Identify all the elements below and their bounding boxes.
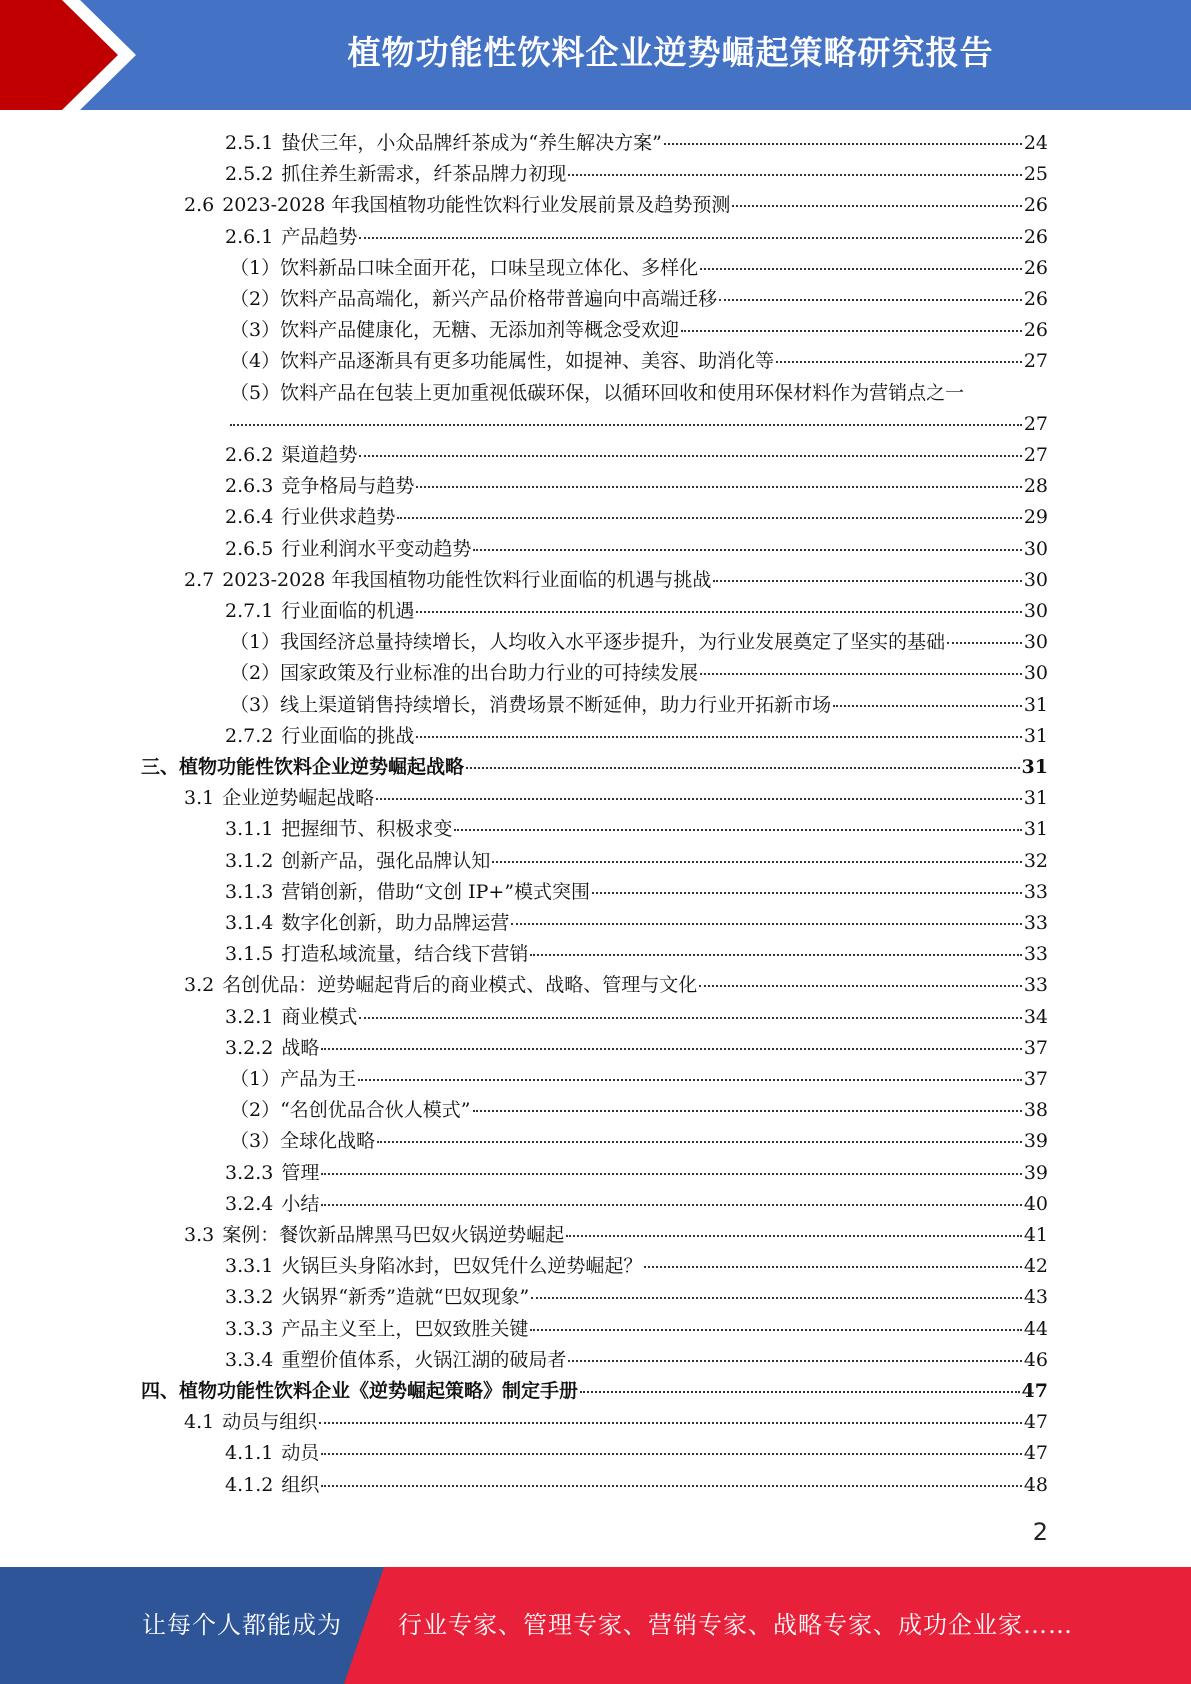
toc-entry-title: 行业利润水平变动趋势 xyxy=(281,537,472,560)
toc-entry[interactable] xyxy=(230,1095,1048,1125)
toc-dot-leader xyxy=(397,517,1021,519)
toc-entry-page: 29 xyxy=(1023,506,1048,529)
toc-entry-title: （4）饮料产品逐渐具有更多功能属性，如提神、美容、助消化等 xyxy=(230,350,775,373)
toc-entry-number: 3.2 xyxy=(184,974,215,997)
toc-dot-leader xyxy=(321,1048,1021,1050)
toc-entry-page: 25 xyxy=(1023,163,1048,186)
toc-dot-leader xyxy=(700,268,1022,270)
toc-entry-title: 2023-2028 年我国植物功能性饮料行业面临的机遇与挑战 xyxy=(222,568,712,591)
toc-dot-leader xyxy=(321,1204,1021,1206)
toc-entry[interactable] xyxy=(230,1064,1048,1094)
toc-entry-page: 34 xyxy=(1023,1005,1048,1028)
toc-entry-title: 重塑价值体系，火锅江湖的破局者 xyxy=(281,1348,567,1371)
toc-dot-leader xyxy=(359,1017,1021,1019)
toc-entry[interactable] xyxy=(184,1220,1048,1250)
toc-dot-leader xyxy=(321,1453,1021,1455)
toc-entry-number: 3.3.1 xyxy=(225,1255,274,1278)
toc-entry[interactable] xyxy=(225,1282,1048,1312)
toc-entry-title: 渠道趋势 xyxy=(281,444,358,466)
toc-entry-page: 38 xyxy=(1023,1099,1048,1122)
toc-entry-title: 管理 xyxy=(281,1161,320,1184)
toc-entry-number: 3.1.1 xyxy=(225,818,274,841)
toc-entry-number: 3.2.2 xyxy=(225,1036,274,1059)
toc-entry-page: 37 xyxy=(1023,1036,1048,1059)
toc-entry-title: （2）国家政策及行业标准的出台助力行业的可持续发展 xyxy=(230,662,699,685)
toc-entry-number: 3.3.3 xyxy=(225,1317,274,1340)
toc-entry-page: 30 xyxy=(1023,600,1048,622)
toc-dot-leader xyxy=(230,424,1022,426)
toc-dot-leader xyxy=(833,705,1022,707)
toc-entry[interactable] xyxy=(184,1407,1048,1437)
page-footer xyxy=(0,1567,1191,1684)
toc-entry[interactable] xyxy=(225,721,1048,751)
footer-slogan-right: 行业专家、管理专家、营销专家、战略专家、成功企业家…… xyxy=(398,1611,1073,1639)
toc-dot-leader xyxy=(321,1173,1021,1175)
toc-entry-title: 组织 xyxy=(281,1473,320,1496)
toc-entry-number: 3.2.4 xyxy=(225,1192,274,1215)
toc-dot-leader xyxy=(592,892,1022,894)
toc-entry-page: 33 xyxy=(1023,880,1048,903)
toc-entry-title: （3）饮料产品健康化，无糖、无添加剂等概念受欢迎 xyxy=(230,319,680,342)
toc-entry[interactable] xyxy=(225,502,1048,532)
toc-entry-title: 行业面临的挑战 xyxy=(281,724,415,747)
toc-dot-leader xyxy=(358,1079,1022,1081)
toc-entry-number: 2.6.1 xyxy=(225,225,274,248)
toc-entry[interactable] xyxy=(141,1376,1048,1406)
toc-entry-page: 32 xyxy=(1023,849,1048,872)
toc-dot-leader xyxy=(530,1329,1021,1331)
toc-dot-leader xyxy=(530,954,1021,956)
toc-entry-title: 产品主义至上，巴奴致胜关键 xyxy=(281,1317,529,1340)
toc-entry[interactable] xyxy=(225,1438,1048,1468)
toc-entry-number: 2.6 xyxy=(184,194,215,217)
toc-entry-title: 动员 xyxy=(281,1442,320,1465)
toc-entry-page: 27 xyxy=(1023,444,1048,466)
toc-entry[interactable] xyxy=(230,690,1048,720)
toc-entry-number: 2.6.4 xyxy=(225,506,274,529)
toc-entry-title: 蛰伏三年，小众品牌纤茶成为“养生解决方案” xyxy=(281,132,662,154)
toc-entry[interactable] xyxy=(225,1251,1048,1281)
toc-entry[interactable] xyxy=(230,284,1048,314)
toc-entry-page: 31 xyxy=(1023,693,1048,716)
toc-entry-number: 3.3 xyxy=(184,1224,215,1246)
toc-dot-leader xyxy=(416,486,1021,488)
toc-dot-leader xyxy=(713,580,1021,582)
toc-entry-page: 40 xyxy=(1023,1192,1048,1215)
toc-entry-page: 27 xyxy=(1023,412,1048,435)
page-header xyxy=(0,0,1191,110)
toc-entry-number: 3.2.3 xyxy=(225,1161,274,1184)
toc-entry-title: 四、植物功能性饮料企业《逆势崛起策略》制定手册 xyxy=(141,1380,579,1402)
toc-entry-page: 24 xyxy=(1023,132,1048,154)
toc-entry[interactable] xyxy=(141,752,1048,782)
toc-entry-title: 行业供求趋势 xyxy=(281,506,396,529)
toc-entry-number: 3.2.1 xyxy=(225,1005,274,1028)
toc-entry-title: （1）我国经济总量持续增长，人均收入水平逐步提升，为行业发展奠定了坚实的基础 xyxy=(230,631,946,654)
toc-entry[interactable] xyxy=(230,1126,1048,1156)
toc-entry-title: 名创优品：逆势崛起背后的商业模式、战略、管理与文化 xyxy=(222,974,698,997)
toc-entry-title: 竞争格局与趋势 xyxy=(281,475,415,498)
toc-entry-title: （3）全球化战略 xyxy=(230,1130,376,1153)
toc-entry[interactable] xyxy=(225,596,1048,626)
toc-entry-page: 26 xyxy=(1023,256,1048,279)
toc-entry[interactable] xyxy=(225,440,1048,470)
toc-dot-leader xyxy=(776,361,1022,363)
toc-entry-page: 30 xyxy=(1023,568,1048,591)
toc-entry-page: 43 xyxy=(1023,1286,1048,1309)
toc-entry-title: 动员与组织 xyxy=(222,1411,318,1434)
toc-entry-number: 4.1.2 xyxy=(225,1473,274,1496)
toc-entry-page: 31 xyxy=(1023,818,1048,841)
toc-entry-title: 企业逆势崛起战略 xyxy=(222,787,375,810)
toc-dot-leader xyxy=(568,174,1021,176)
toc-entry-title: 创新产品，强化品牌认知 xyxy=(281,849,491,872)
toc-dot-leader xyxy=(466,767,1020,769)
toc-entry-page: 47 xyxy=(1023,1442,1048,1465)
toc-entry-page: 46 xyxy=(1023,1348,1048,1371)
toc-entry-number: 2.6.5 xyxy=(225,537,274,560)
toc-entry-page: 30 xyxy=(1023,631,1048,654)
toc-entry-title: （2）饮料产品高端化，新兴产品价格带普遍向中高端迁移 xyxy=(230,288,718,310)
footer-slogan-left: 让每个人都能成为 xyxy=(142,1611,342,1639)
toc-entry-title: 数字化创新，助力品牌运营 xyxy=(281,912,510,934)
toc-entry-page: 31 xyxy=(1023,787,1048,810)
toc-entry-page: 31 xyxy=(1023,724,1048,747)
toc-dot-leader xyxy=(473,549,1021,551)
toc-entry[interactable] xyxy=(184,970,1048,1000)
toc-entry[interactable] xyxy=(184,783,1048,813)
toc-entry-title: 火锅界“新秀”造就“巴奴现象” xyxy=(281,1286,530,1309)
toc-dot-leader xyxy=(681,330,1022,332)
toc-entry[interactable] xyxy=(184,190,1048,220)
toc-entry-title: （1）产品为王 xyxy=(230,1068,357,1090)
toc-entry[interactable] xyxy=(225,534,1048,564)
toc-entry[interactable] xyxy=(225,471,1048,501)
toc-entry-number: 2.6.3 xyxy=(225,475,274,498)
toc-entry-number: 3.3.2 xyxy=(225,1286,274,1309)
toc-entry-number: 3.1 xyxy=(184,787,215,810)
toc-entry-title: 战略 xyxy=(281,1036,320,1059)
toc-dot-leader xyxy=(473,1110,1022,1112)
toc-dot-leader xyxy=(580,1391,1020,1393)
toc-entry-title: 产品趋势 xyxy=(281,225,358,248)
toc-dot-leader xyxy=(416,611,1021,613)
toc-entry-title: 把握细节、积极求变 xyxy=(281,818,453,841)
toc-entry-title: （2）“名创优品合伙人模式” xyxy=(230,1099,471,1122)
toc-entry-number: 2.5.1 xyxy=(225,132,274,154)
toc-entry-page: 47 xyxy=(1021,1380,1048,1402)
toc-entry-page: 33 xyxy=(1023,974,1048,997)
toc-entry-title: 行业面临的机遇 xyxy=(281,600,415,622)
toc-entry-wrapped-title[interactable]: （5）饮料产品在包装上更加重视低碳环保，以循环回收和使用环保材料作为营销点之一 xyxy=(230,381,965,404)
toc-dot-leader xyxy=(700,673,1022,675)
toc-entry[interactable] xyxy=(225,846,1048,876)
toc-entry[interactable] xyxy=(225,1470,1048,1500)
toc-dot-leader xyxy=(416,736,1021,738)
report-title: 植物功能性饮料企业逆势崛起策略研究报告 xyxy=(347,33,994,72)
toc-dot-leader xyxy=(377,1141,1022,1143)
toc-entry[interactable] xyxy=(230,658,1048,688)
toc-entry-number: 2.7.2 xyxy=(225,724,274,747)
toc-entry[interactable] xyxy=(225,1189,1048,1219)
toc-entry-title: （3）线上渠道销售持续增长，消费场景不断延伸，助力行业开拓新市场 xyxy=(230,693,832,716)
toc-entry-page: 26 xyxy=(1023,319,1048,342)
toc-entry[interactable] xyxy=(225,1314,1048,1344)
toc-entry-number: 2.7.1 xyxy=(225,600,274,622)
toc-entry-number: 3.3.4 xyxy=(225,1348,274,1371)
toc-entry-page: 26 xyxy=(1023,288,1048,310)
toc-entry-title: 商业模式 xyxy=(281,1005,358,1028)
toc-entry-page: 37 xyxy=(1023,1068,1048,1090)
toc-entry[interactable] xyxy=(225,1033,1048,1063)
toc-entry-page: 30 xyxy=(1023,662,1048,685)
toc-entry-page: 27 xyxy=(1023,350,1048,373)
toc-dot-leader xyxy=(531,1297,1022,1299)
toc-dot-leader xyxy=(511,923,1021,925)
header-arrow-decoration xyxy=(0,0,170,110)
toc-entry[interactable] xyxy=(225,908,1048,938)
toc-entry-number: 3.1.5 xyxy=(225,943,274,966)
toc-entry-number: 3.1.2 xyxy=(225,849,274,872)
toc-dot-leader xyxy=(699,985,1022,987)
toc-entry[interactable] xyxy=(225,159,1048,189)
toc-entry[interactable] xyxy=(230,627,1048,657)
toc-entry-title: 打造私域流量，结合线下营销 xyxy=(281,943,529,966)
toc-entry-title: 小结 xyxy=(281,1192,320,1215)
toc-entry-wrapped-leader[interactable] xyxy=(230,409,1048,439)
toc-entry-title: 案例：餐饮新品牌黑马巴奴火锅逆势崛起 xyxy=(222,1224,565,1246)
toc-entry-number: 2.5.2 xyxy=(225,163,274,186)
toc-dot-leader xyxy=(664,143,1022,145)
toc-dot-leader xyxy=(319,1422,1022,1424)
toc-entry[interactable] xyxy=(225,877,1048,907)
page-number: 2 xyxy=(1032,1518,1048,1546)
toc-dot-leader xyxy=(321,1485,1021,1487)
toc-entry-page: 41 xyxy=(1023,1224,1048,1246)
toc-entry[interactable] xyxy=(230,253,1048,283)
toc-entry[interactable] xyxy=(225,1345,1048,1375)
toc-dot-leader xyxy=(719,299,1022,301)
toc-entry-page: 26 xyxy=(1023,194,1048,217)
toc-entry[interactable] xyxy=(225,1158,1048,1188)
toc-entry[interactable] xyxy=(184,565,1048,595)
toc-entry[interactable] xyxy=(225,939,1048,969)
toc-entry-page: 39 xyxy=(1023,1161,1048,1184)
toc-entry[interactable] xyxy=(225,222,1048,252)
toc-dot-leader xyxy=(376,798,1022,800)
toc-entry-number: 2.7 xyxy=(184,568,215,591)
toc-entry-title: 2023-2028 年我国植物功能性饮料行业发展前景及趋势预测 xyxy=(222,194,731,217)
toc-entry-page: 39 xyxy=(1023,1130,1048,1153)
toc-entry-page: 44 xyxy=(1023,1317,1048,1340)
toc-entry-title: （1）饮料新品口味全面开花，口味呈现立体化、多样化 xyxy=(230,256,699,279)
toc-entry[interactable] xyxy=(230,346,1048,376)
toc-entry[interactable] xyxy=(225,128,1048,158)
toc-entry-page: 33 xyxy=(1023,943,1048,966)
toc-entry-title: 火锅巨头身陷冰封，巴奴凭什么逆势崛起？ xyxy=(281,1255,643,1278)
toc-dot-leader xyxy=(568,1360,1021,1362)
toc-dot-leader xyxy=(644,1266,1021,1268)
toc-entry-number: 4.1 xyxy=(184,1411,215,1434)
toc-entry-page: 30 xyxy=(1023,537,1048,560)
toc-dot-leader xyxy=(359,455,1021,457)
toc-dot-leader xyxy=(566,1235,1022,1237)
toc-entry[interactable] xyxy=(230,315,1048,345)
toc-dot-leader xyxy=(454,829,1021,831)
toc-dot-leader xyxy=(492,861,1021,863)
toc-entry-page: 28 xyxy=(1023,475,1048,498)
toc-dot-leader xyxy=(732,205,1021,207)
toc-entry-number: 2.6.2 xyxy=(225,444,274,466)
toc-entry-number: 4.1.1 xyxy=(225,1442,274,1465)
toc-entry-page: 31 xyxy=(1021,756,1048,778)
toc-entry-page: 33 xyxy=(1023,912,1048,934)
toc-entry-page: 48 xyxy=(1023,1473,1048,1496)
toc-dot-leader xyxy=(947,642,1022,644)
toc-entry-page: 42 xyxy=(1023,1255,1048,1278)
toc-entry-title: 抓住养生新需求，纤茶品牌力初现 xyxy=(281,163,567,186)
toc-entry-number: 3.1.3 xyxy=(225,880,274,903)
toc-entry-title: 营销创新，借助“文创 IP+”模式突围 xyxy=(281,880,591,903)
toc-entry-page: 26 xyxy=(1023,225,1048,248)
toc-entry-page: 47 xyxy=(1023,1411,1048,1434)
toc-entry-title: 三、植物功能性饮料企业逆势崛起战略 xyxy=(141,756,465,778)
toc-entry[interactable] xyxy=(225,814,1048,844)
toc-entry[interactable] xyxy=(225,1002,1048,1032)
toc-dot-leader xyxy=(359,237,1021,239)
toc-entry-number: 3.1.4 xyxy=(225,912,274,934)
